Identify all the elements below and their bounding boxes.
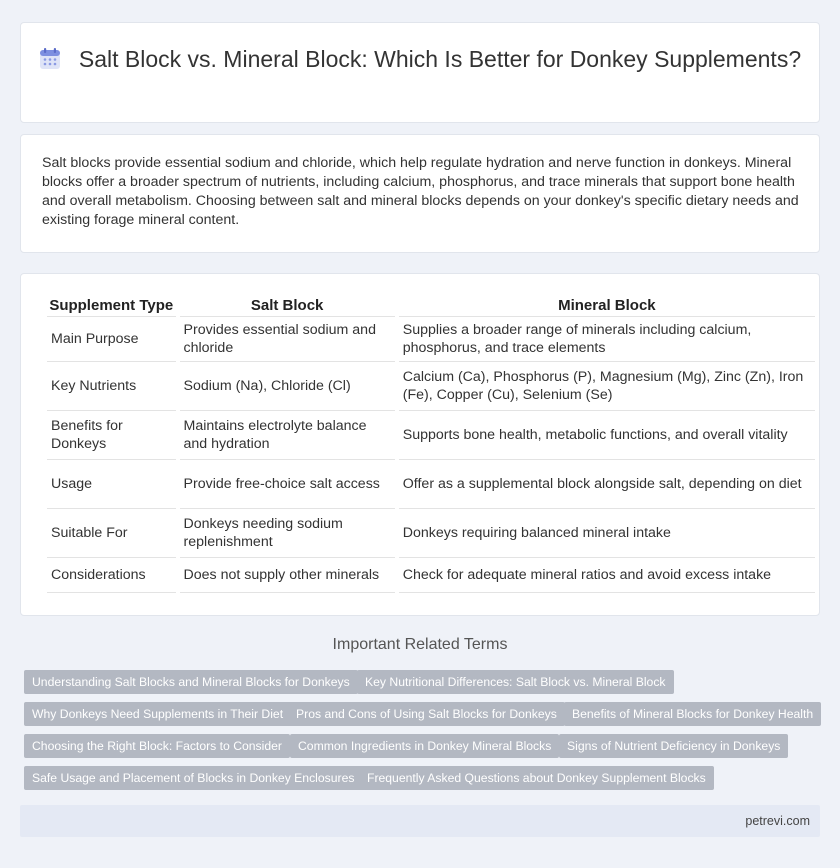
table-cell: Considerations (47, 558, 176, 593)
title-card (20, 22, 820, 123)
table-row (47, 460, 815, 509)
related-tag[interactable]: Choosing the Right Block: Factors to Consider (24, 734, 290, 758)
related-terms-title: Important Related Terms (332, 636, 508, 653)
related-tag[interactable]: Common Ingredients in Donkey Mineral Blocks (290, 734, 559, 758)
calendar-icon (39, 48, 61, 70)
related-tag[interactable]: Frequently Asked Questions about Donkey Supplement Blocks (359, 766, 714, 790)
footer (20, 805, 820, 837)
title-text: Salt Block vs. Mineral Block: Which Is Better for Donkey Supplements? (78, 46, 802, 72)
related-tag[interactable]: Safe Usage and Placement of Blocks in Donkey Enclosures (24, 766, 362, 790)
related-tag[interactable]: Key Nutritional Differences: Salt Block vs. Mineral Block (357, 670, 674, 694)
table-row (47, 362, 815, 411)
intro-text: Salt blocks provide essential sodium and chloride, which help regulate hydration and nerve function in donkeys. Mineral blocks offer a broader spectrum of nutrients, including calcium, phosphorus, and trace minerals that support bone health and overall metabolism. Choosing between salt and mineral blocks depends on your donkey's specific dietary needs and existing forage mineral content. (42, 155, 799, 228)
table-cell: Provides essential sodium and chloride (180, 317, 395, 362)
table-cell: Usage (47, 460, 176, 509)
table-cell: Supplies a broader range of minerals including calcium, phosphorus, and trace elements (399, 317, 815, 362)
comparison-table (43, 296, 819, 593)
table-row (47, 411, 815, 460)
table-cell: Calcium (Ca), Phosphorus (P), Magnesium (Mg), Zinc (Zn), Iron (Fe), Copper (Cu), Selenium (Se) (399, 362, 815, 411)
table-cell: Donkeys requiring balanced mineral intake (399, 509, 815, 558)
table-row (47, 509, 815, 558)
footer-site[interactable]: petrevi.com (745, 814, 810, 828)
header-salt-block: Salt Block (180, 296, 395, 317)
related-tag[interactable]: Understanding Salt Blocks and Mineral Blocks for Donkeys (24, 670, 358, 694)
table-cell: Donkeys needing sodium replenishment (180, 509, 395, 558)
header-supplement-type: Supplement Type (47, 296, 176, 317)
intro-card (20, 134, 820, 253)
table-header-row (47, 296, 815, 317)
table-cell: Main Purpose (47, 317, 176, 362)
related-tag[interactable]: Benefits of Mineral Blocks for Donkey Health (564, 702, 821, 726)
header-mineral-block: Mineral Block (399, 296, 815, 317)
table-cell: Benefits for Donkeys (47, 411, 176, 460)
table-cell: Maintains electrolyte balance and hydration (180, 411, 395, 460)
related-tag[interactable]: Signs of Nutrient Deficiency in Donkeys (559, 734, 788, 758)
table-row (47, 558, 815, 593)
table-cell: Does not supply other minerals (180, 558, 395, 593)
page-title (21, 45, 819, 74)
table-cell: Provide free-choice salt access (180, 460, 395, 509)
comparison-table-card (20, 273, 820, 616)
table-row (47, 317, 815, 362)
related-tag[interactable]: Pros and Cons of Using Salt Blocks for Donkeys (288, 702, 565, 726)
table-cell: Offer as a supplemental block alongside salt, depending on diet (399, 460, 815, 509)
table-cell: Supports bone health, metabolic functions, and overall vitality (399, 411, 815, 460)
related-tag[interactable]: Why Donkeys Need Supplements in Their Diet (24, 702, 291, 726)
table-cell: Check for adequate mineral ratios and avoid excess intake (399, 558, 815, 593)
table-cell: Suitable For (47, 509, 176, 558)
table-cell: Key Nutrients (47, 362, 176, 411)
table-cell: Sodium (Na), Chloride (Cl) (180, 362, 395, 411)
